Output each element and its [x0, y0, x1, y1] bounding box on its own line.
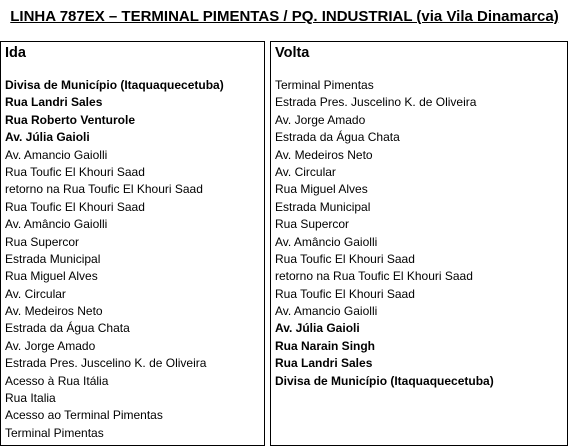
ida-stop-item: Av. Circular: [5, 286, 66, 301]
volta-stop-item: Av. Circular: [275, 164, 336, 179]
volta-stop-item: Rua Narain Singh: [275, 338, 376, 353]
volta-stop-list: [275, 77, 494, 390]
ida-stop-item: Acesso à Rua Itália: [5, 373, 109, 388]
ida-stop-item: Rua Toufic El Khouri Saad: [5, 164, 145, 179]
ida-stop-item: Rua Supercor: [5, 234, 80, 249]
ida-stop-item: Av. Jorge Amado: [5, 338, 96, 353]
ida-stop-item: Rua Miguel Alves: [5, 269, 98, 284]
ida-stop-item: Terminal Pimentas: [5, 425, 104, 440]
volta-stop-item: Av. Jorge Amado: [275, 112, 366, 127]
volta-route-box: [270, 41, 568, 446]
volta-stop-item: Av. Amâncio Gaiolli: [275, 234, 378, 249]
volta-stop-item: Rua Landri Sales: [275, 356, 373, 371]
ida-stop-item: Rua Roberto Venturole: [5, 112, 136, 127]
ida-heading: Ida: [5, 45, 26, 61]
ida-stop-item: Rua Landri Sales: [5, 95, 103, 110]
ida-stop-item: Av. Júlia Gaioli: [5, 130, 90, 145]
ida-stop-item: Estrada Pres. Juscelino K. de Oliveira: [5, 356, 207, 371]
volta-stop-item: Terminal Pimentas: [275, 78, 374, 92]
volta-stop-item: Estrada Municipal: [275, 199, 371, 214]
volta-stop-item: Av. Medeiros Neto: [275, 147, 373, 162]
ida-stop-item: Av. Amâncio Gaiolli: [5, 217, 108, 232]
ida-stop-item: retorno na Rua Toufic El Khouri Saad: [5, 182, 203, 197]
ida-stop-list: [5, 77, 224, 442]
page-title: LINHA 787EX – TERMINAL PIMENTAS / PQ. INDUSTRIAL (via Vila Dinamarca): [10, 8, 559, 25]
volta-stop-item: Estrada Pres. Juscelino K. de Oliveira: [275, 95, 477, 110]
ida-stop-item: Av. Amancio Gaiolli: [5, 147, 108, 162]
ida-stop-item: Acesso ao Terminal Pimentas: [5, 408, 163, 423]
ida-stop-item: Estrada da Água Chata: [5, 321, 130, 336]
volta-stop-item: Rua Toufic El Khouri Saad: [275, 251, 415, 266]
ida-stop-item: Rua Toufic El Khouri Saad: [5, 199, 145, 214]
volta-stop-item: Rua Supercor: [275, 217, 350, 232]
volta-stop-item: Av. Amancio Gaiolli: [275, 304, 378, 319]
volta-stop-item: Rua Miguel Alves: [275, 182, 368, 197]
ida-stop-item: Estrada Municipal: [5, 251, 101, 266]
ida-stop-item: Divisa de Município (Itaquaquecetuba): [5, 78, 224, 92]
volta-stop-item: Av. Júlia Gaioli: [275, 321, 360, 336]
ida-stop-item: Av. Medeiros Neto: [5, 304, 103, 319]
ida-stop-item: Rua Italia: [5, 391, 56, 406]
volta-stop-item: retorno na Rua Toufic El Khouri Saad: [275, 269, 473, 284]
volta-stop-item: Estrada da Água Chata: [275, 130, 400, 145]
volta-stop-item: Divisa de Município (Itaquaquecetuba): [275, 373, 494, 388]
ida-route-box: [0, 41, 265, 446]
volta-stop-item: Rua Toufic El Khouri Saad: [275, 286, 415, 301]
volta-heading: Volta: [275, 45, 310, 61]
